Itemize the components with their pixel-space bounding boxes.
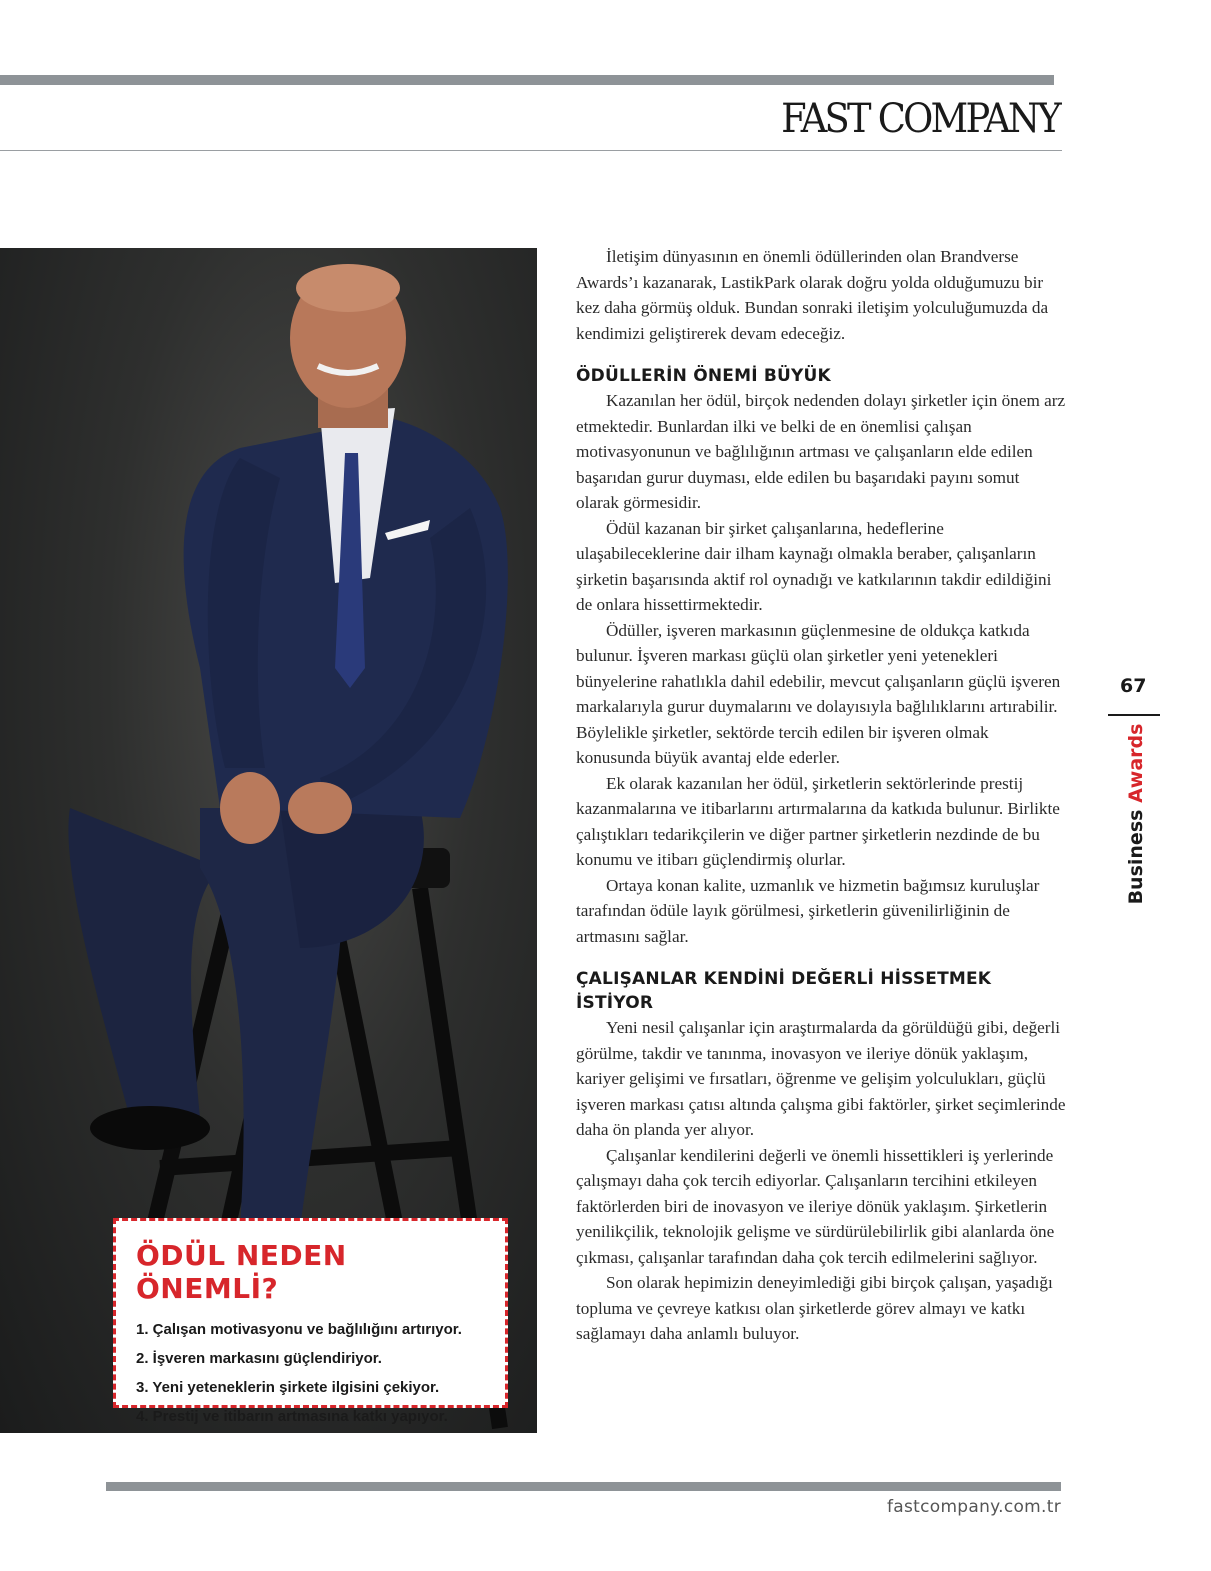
paragraph: Son olarak hepimizin deneyimlediği gibi birçok çalışan, yaşadığı topluma ve çevreye katkısı olan şirketlerde görev almayı ve katkı sağlamayı daha anlamlı buluyor. bbox=[576, 1273, 1053, 1343]
header-divider bbox=[0, 150, 1062, 151]
paragraph: Ödül kazanan bir şirket çalışanlarına, hedeflerine ulaşabileceklerine dair ilham kaynağı olmakla beraber, çalışanların şirketin başarısında aktif rol oynadığı ve katkılarının takdir edildiğini de onlara hissettirmektedir. bbox=[576, 518, 1052, 614]
callout-box bbox=[113, 1218, 508, 1425]
header-top-bar bbox=[0, 75, 1054, 85]
callout-item: 3. Yeni yeteneklerin şirkete ilgisini çekiyor. bbox=[136, 1379, 440, 1396]
callout-list bbox=[136, 1315, 489, 1431]
fast-company-logo: FAST COMPANY bbox=[781, 96, 1059, 142]
section-label-accent: Awards bbox=[1125, 723, 1147, 803]
section-label bbox=[1125, 724, 1147, 905]
article-body bbox=[576, 244, 1066, 1347]
callout-item: 4. Prestij ve itibarın artmasına katkı yapıyor. bbox=[136, 1408, 448, 1425]
page-number: 67 bbox=[1120, 675, 1147, 697]
paragraph: Çalışanlar kendilerini değerli ve önemli hissettikleri iş yerlerinde çalışmayı daha çok tercih ediyorlar. Çalışanların tercihini etkileyen faktörlerden biri de inovasyon ve ileriye dönük yaklaşım. Şirketlerin yenilikçilik, teknolojik gelişme ve sürdürülebilirlik gibi alanlarda öne çıkması, çalışanlar tarafından daha çok tercih edilmelerini sağlıyor. bbox=[576, 1145, 1055, 1267]
footer-url: fastcompany.com.tr bbox=[886, 1497, 1061, 1517]
paragraph: Yeni nesil çalışanlar için araştırmalarda da görüldüğü gibi, değerli görülme, takdir ve tanınma, inovasyon ve ileriye dönük yaklaşım, kariyer gelişimi ve fırsatları, öğrenme ve gelişim yolculukları, güçlü işveren markası çatısı altında çalışma gibi faktörler, şirket seçimlerinde daha ön planda yer alıyor. bbox=[576, 1018, 1066, 1139]
paragraph: Kazanılan her ödül, birçok nedenden dolayı şirketler için önem arz etmektedir. Bunlardan ilki ve belki de en önemlisi çalışan motivasyonunun ve bağlılığının artması ve çalışanların elde edilen başarıdan gurur duyması, elde edilen bu başarıdaki payını somut olarak görmesidir. bbox=[576, 391, 1066, 512]
callout-item: 1. Çalışan motivasyonu ve bağlılığını artırıyor. bbox=[136, 1321, 462, 1338]
callout-title: ÖDÜL NEDEN ÖNEMLİ? bbox=[136, 1239, 347, 1305]
paragraph: Ödüller, işveren markasının güçlenmesine de oldukça katkıda bulunur. İşveren markası güçlü olan şirketler yeni yetenekleri bünyelerine rahatlıkla dahil edebilir, mevcut çalışanların güçlü işveren markalarıyla gurur duymalarını ve dolayısıyla bağlılıklarını artırabilir. Böylelikle şirketler, sektörde tercih edilen bir işveren olmak konusunda büyük avantaj elde ederler. bbox=[576, 620, 1061, 767]
paragraph: Ek olarak kazanılan her ödül, şirketlerin sektörlerinde prestij kazanmalarına ve itibarlarını artırmalarına da katkıda bulunur. Birlikte çalıştıkları tedarikçilerin ve diğer partner şirketlerin nezdinde de bu konumu ve itibarı güçlendirmiş olurlar. bbox=[576, 773, 1060, 869]
section-label-word: Business bbox=[1125, 809, 1147, 905]
footer-bar bbox=[106, 1482, 1061, 1491]
callout-item: 2. İşveren markasını güçlendiriyor. bbox=[136, 1350, 382, 1367]
section-heading: ÇALIŞANLAR KENDİNİ DEĞERLİ HİSSETMEK İSTİYOR bbox=[576, 969, 992, 1013]
paragraph: Ortaya konan kalite, uzmanlık ve hizmetin bağımsız kuruluşlar tarafından ödüle layık görülmesi, şirketlerin güvenilirliğinin de artmasını sağlar. bbox=[576, 875, 1040, 946]
intro-paragraph: İletişim dünyasının en önemli ödüllerinden olan Brandverse Awards’ı kazanarak, LastikPark olarak doğru yolda olduğumuzu bir kez daha görmüş olduk. Bundan sonraki iletişim yolculuğumuzda da kendimizi geliştirerek devam edeceğiz. bbox=[576, 247, 1049, 343]
page-number-rule bbox=[1108, 714, 1160, 716]
section-heading: ÖDÜLLERİN ÖNEMİ BÜYÜK bbox=[576, 366, 831, 386]
